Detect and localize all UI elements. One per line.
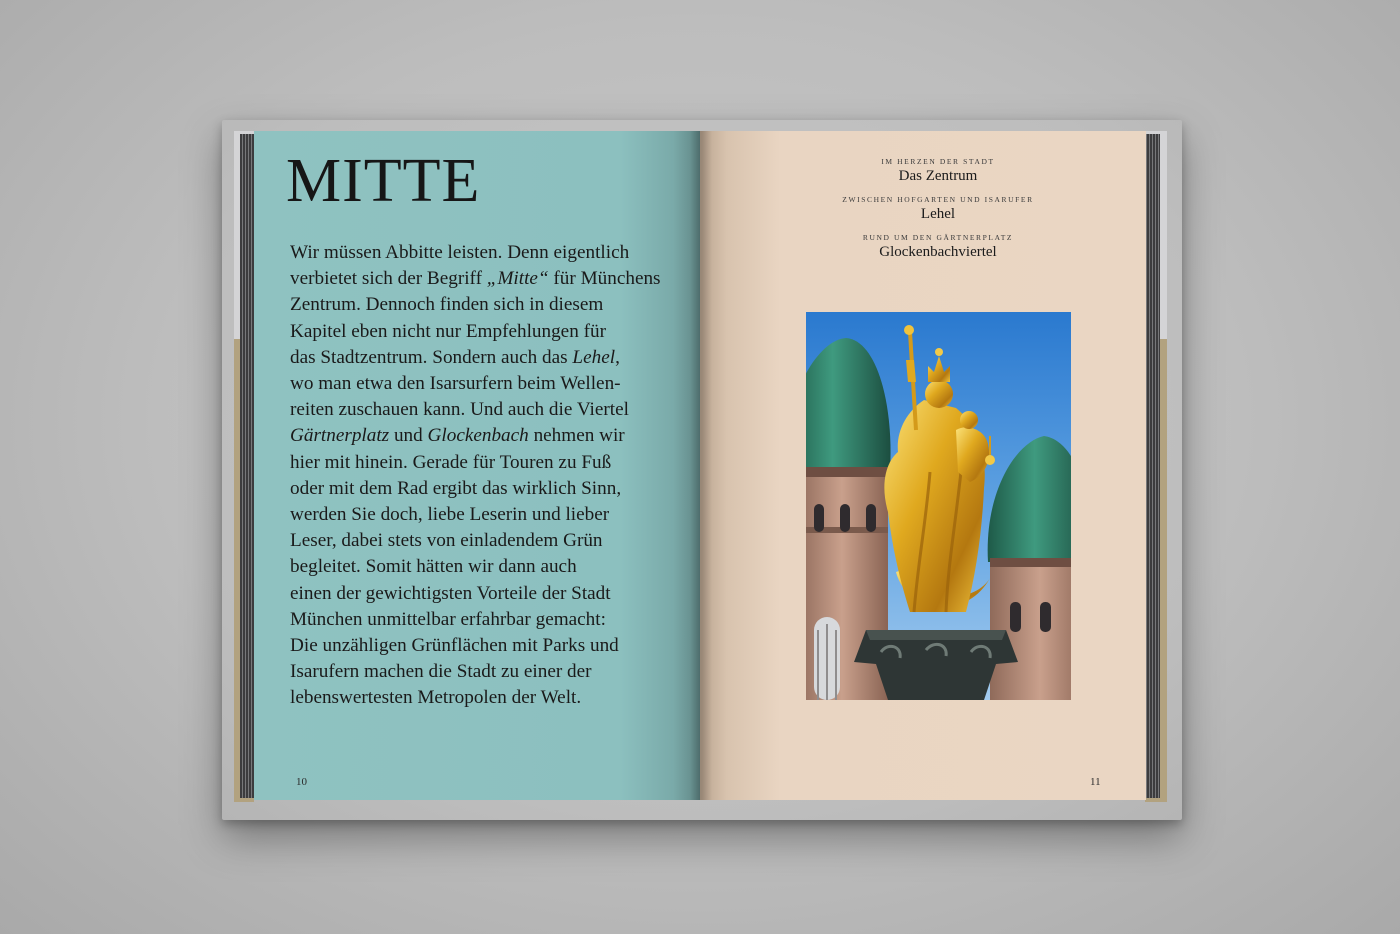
section-entry (780, 195, 1096, 224)
italic-phrase: Glockenbach (427, 425, 529, 447)
body-text-line (290, 266, 682, 292)
text-run: Kapitel eben nicht nur Empfehlungen für (290, 320, 606, 342)
text-run: nehmen wir (528, 425, 625, 447)
page-number-left: 10 (296, 776, 307, 788)
chapter-title: MITTE (286, 147, 481, 215)
text-run: Isarufern machen die Stadt zu einer der (290, 661, 592, 683)
text-run: für Münchens (548, 268, 661, 290)
body-text-line (290, 554, 682, 580)
text-run: verbietet sich der Begriff (290, 268, 487, 290)
body-text-line (290, 450, 682, 476)
text-run: oder mit dem Rad ergibt das wirklich Sinn, (290, 477, 622, 499)
italic-phrase: Lehel (572, 346, 616, 368)
section-title: Das Zentrum (898, 168, 978, 184)
page-number-right: 11 (1090, 776, 1101, 788)
madonna-photo (806, 312, 1071, 700)
text-run: München unmittelbar erfahrbar gemacht: (290, 608, 606, 630)
section-kicker: ZWISCHEN HOFGARTEN UND ISARUFER (842, 195, 1034, 204)
text-run: und (389, 425, 428, 447)
section-kicker: IM HERZEN DER STADT (881, 157, 995, 166)
text-run: wo man etwa den Isarsurfern beim Wellen- (290, 373, 621, 395)
text-run: hier mit hinein. Gerade für Touren zu Fuß (290, 451, 612, 473)
body-text-line (290, 528, 682, 554)
body-text-line (290, 476, 682, 502)
body-text-line (290, 581, 682, 607)
text-run: das Stadtzentrum. Sondern auch das (290, 346, 573, 368)
text-run: lebenswertesten Metropolen der Welt. (290, 687, 582, 709)
madonna-head (925, 380, 953, 408)
text-run: begleitet. Somit hätten wir dann auch (290, 556, 577, 578)
chapter-intro-text (290, 240, 682, 712)
section-entry (780, 157, 1096, 186)
section-kicker: RUND UM DEN GÄRTNERPLATZ (862, 233, 1014, 242)
text-run: Zentrum. Dennoch finden sich in diesem (290, 294, 604, 316)
section-title: Lehel (920, 206, 956, 222)
text-run: Wir müssen Abbitte leisten. Denn eigentlich (290, 242, 630, 263)
text-run: , (615, 346, 620, 368)
italic-phrase: „Mitte“ (486, 268, 549, 290)
body-text-line (290, 633, 682, 659)
body-text-line (290, 371, 682, 397)
body-text-line (290, 607, 682, 633)
body-text-line (290, 397, 682, 423)
body-text-line (290, 319, 682, 345)
body-text-line (290, 685, 682, 711)
body-text-line (290, 345, 682, 371)
text-run: reiten zuschauen kann. Und auch die Viertel (290, 399, 629, 421)
italic-phrase: Gärtnerplatz (290, 425, 390, 447)
body-text-line (290, 423, 682, 449)
book-gutter (690, 131, 712, 800)
text-run: Die unzähligen Grünflächen mit Parks und (290, 635, 619, 657)
body-text-line (290, 502, 682, 528)
text-run: einen der gewichtigsten Vorteile der Stadt (290, 582, 611, 604)
page-stack-right (1146, 134, 1160, 798)
body-text-line (290, 659, 682, 685)
right-tower (990, 558, 1071, 700)
body-text-line (290, 240, 682, 266)
section-list (780, 157, 1096, 271)
page-stack-left (240, 134, 254, 798)
section-title: Glockenbachviertel (879, 244, 997, 260)
body-text-line (290, 292, 682, 318)
section-entry (780, 233, 1096, 262)
text-run: Leser, dabei stets von einladendem Grün (290, 530, 603, 552)
text-run: werden Sie doch, liebe Leserin und lieber (290, 504, 610, 526)
